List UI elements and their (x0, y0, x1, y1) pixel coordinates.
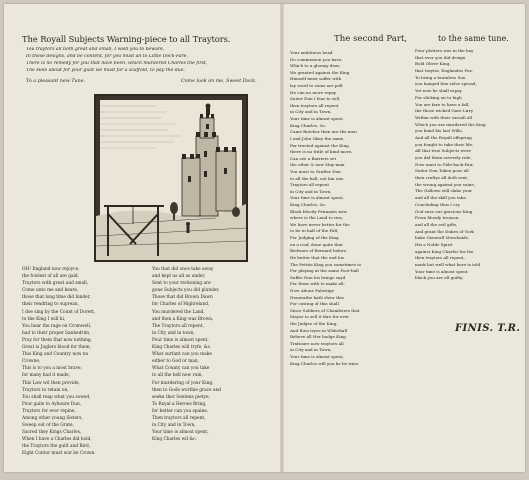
verse-line: Himself must suffer with (290, 76, 342, 82)
verse-line: Then traytors all repent, (152, 415, 206, 421)
verse-line: that traytor, Englandes Fox, (415, 68, 474, 74)
verse-line: in City and in town, (152, 330, 195, 336)
verse-line: Now Adone Palestige (290, 287, 335, 293)
verse-line: Sent to your reckoning are (152, 281, 211, 287)
verse-line: Among other young Sisters, (22, 415, 83, 421)
verse-line: You hear the rage on Cromwell, (22, 323, 92, 329)
tune-alternate: Come look on me, Sweet Dock. (181, 79, 257, 84)
tune-name: To a pleasant new Tune. (26, 79, 86, 84)
verse-line: for better can you spaine, (152, 408, 209, 414)
verse-line: King Charles will tryfe, &c. (152, 345, 212, 351)
verse-line: What surfant can you make (152, 352, 212, 358)
second-part-tune: to the same tune. (438, 34, 509, 43)
verse-line: To bring a brainless Son (415, 74, 466, 80)
verse-line: For them with to make all, (290, 281, 345, 287)
verse-line: The Pettite King you sometimes to (290, 261, 362, 267)
verse-line: to all the hall, not kin one (290, 175, 344, 181)
verse-line: The Traytors all repent, (152, 323, 204, 329)
verse-line: to the King I will hi, (22, 316, 66, 322)
verse-line: Far trusted against the King (290, 142, 349, 148)
verse-line: Sacred they Kings Charles, (22, 430, 82, 436)
verse-line: Pour time is almost spent, (152, 337, 209, 343)
verse-line: Neuerathe hath shew this (290, 294, 344, 300)
tune-line (26, 79, 257, 84)
verse-line: in City and in Town, (290, 188, 332, 194)
verse-line: then traytors all repent (290, 102, 339, 108)
subtitle-line: Tou traytors all both great and small, I wish you to beware, (26, 47, 165, 52)
right-page (284, 4, 525, 472)
subtitle-line: In these designs, and be content, for you must all to Little Dock-Fare, (26, 54, 188, 59)
verse-line: black you are all guilty. (415, 275, 464, 281)
verse-line: had to their proper Sanhedrim, (22, 330, 91, 336)
verse-line: Traytors to retain on, (22, 387, 69, 393)
verse-line: His a Noble Spirit (415, 241, 453, 247)
verse-line: God save our gracious King (415, 208, 473, 214)
verse-line: Bedwars of Bernard before (290, 248, 347, 254)
verse-line: Yet now he shall repay (415, 88, 462, 94)
verse-line: Which to a gloomy dear, (290, 63, 341, 69)
verse-line: Concluding thus I cry (415, 201, 460, 207)
verse-line: King Charles wil &c. (152, 437, 198, 443)
verse-line: then craftys all doth rent, (415, 175, 469, 181)
broadside-sheet (4, 4, 525, 472)
verse-line: King Charles, &c. (290, 122, 327, 128)
verse-line: Traitoure now traytors all (290, 340, 344, 346)
verse-line: the Judges of the King, (290, 320, 338, 326)
verse-line: Do commission you have, (290, 56, 343, 62)
verse-line: Can see a Barriers set (290, 155, 337, 161)
verse-line: the wrong against you vaine, (415, 181, 476, 187)
verse-line: for Charles of Highreland, (152, 302, 210, 308)
verse-line: You are fare to have a fall, (415, 101, 470, 107)
verse-line: You must to Grafter Dun (290, 168, 341, 174)
verse-line: Bold Oliver King, (415, 61, 451, 67)
verse-line: Your time is almost spent (415, 268, 468, 274)
verse-line: And all the Royall offspring (415, 134, 472, 140)
verse-line: and then a King was Brown, (152, 316, 214, 322)
verse-line: Traytors all repent (290, 182, 329, 188)
verse-line: Black bloody Pennants now, (290, 208, 348, 214)
verse-line: We granted against the King (290, 69, 350, 75)
woodcut-gallows-castle-image (96, 96, 246, 260)
verse-line: Great is Juglers blood for them, (22, 345, 91, 351)
verse-column-right (415, 48, 486, 282)
verse-line: Traytors for ever repine, (22, 408, 76, 414)
verse-line: the fowlest of all are gald, (22, 274, 80, 280)
verse-line: the those wicked Gare Lirry (415, 108, 474, 114)
verse-line: in City and in Town, (152, 423, 196, 429)
subtitle-line: The Hole about for your guilt we must for a scaffold, to pay the due. (26, 68, 185, 73)
verse-line: Within with their vassall all (415, 114, 473, 120)
verse-line: in City and in Town, (290, 347, 332, 353)
verse-line: buke Generall Monckside, (415, 235, 470, 241)
verse-line: Which you are murdered the King (415, 121, 486, 127)
verse-line: Suffre Dun his brings sayd (290, 274, 346, 280)
verse-line: mark but well what here is told (415, 262, 481, 267)
verse-line: Pour guile to Ayhoure Dun, (22, 401, 82, 407)
verse-line: Come unto me and heare, (22, 288, 79, 294)
verse-line: and kept us all as under, (152, 274, 206, 280)
verse-line: For playing at the same Foot-ball (290, 268, 359, 274)
verse-line: their rendring to suprean, (22, 302, 79, 308)
verse-line: Pour plotters was in the hay (415, 48, 474, 53)
verse-line: in City and in Town, (290, 109, 332, 115)
subtitle-line: There is no remedy for you that have been, which murdered Charles the first, (26, 61, 208, 66)
verse-line: This King and Country now no (22, 352, 89, 358)
verse-line: Now must to Pide-back-Fair, (415, 161, 474, 167)
verse-line: For murdering of your King, (152, 380, 214, 386)
verse-line: Your ambitious head (290, 50, 333, 55)
verse-line: to all the bell now ruin, (152, 373, 203, 379)
verse-line: Since Soldiers of Chamberes that (290, 307, 360, 313)
verse-column-left (290, 50, 361, 367)
verse-line: King Charles, &c. (290, 202, 327, 208)
verse-line: Tou shall reap what you sowed, (22, 394, 91, 400)
verse-line: to be in half of the Fall, (290, 228, 339, 234)
verse-line: Believe all Her hadge King (290, 334, 346, 340)
verse-line: Suitor Dun I fear to sell, (290, 96, 341, 102)
verse-line: To Royal a Heroes Bring, (152, 401, 207, 407)
verse-line: I doe sing by the Count of Dorett, (22, 309, 96, 315)
verse-line: Eight Contor must war be Crown. (22, 451, 96, 457)
verse-line: then traytors all repent, (415, 255, 465, 261)
verse-line: And grant the Dukes of York (415, 228, 474, 234)
verse-line: and all the skill you take. (415, 195, 468, 201)
verse-line: you hand his last Wills, (415, 128, 463, 134)
verse-line: When I have a Charles did hold, (22, 437, 92, 443)
ballad-title: The Royall Subjects Warning-piece to all Traytors. (22, 34, 231, 44)
verse-line: then to Gods worthie grace and (152, 387, 222, 393)
verse-line: you hanged him selve spread, (415, 81, 477, 87)
verse-line: For casting of this shall (290, 301, 339, 307)
verse-line: Your time is almost spent, (290, 195, 344, 201)
verse-line: you fought to take their life, (415, 141, 474, 147)
verse-line: This Law wil then provide, (22, 380, 80, 386)
verse-column-left (22, 266, 96, 458)
verse-line: The Gallows will slake your (415, 188, 472, 194)
verse-line: Mayor to sell it thro for ever (290, 314, 350, 320)
verse-line: Your time is almost spent, (152, 430, 209, 436)
woodcut-illustration (94, 94, 248, 262)
verse-line: those that long time did hinder, (22, 295, 91, 301)
verse-line: Came Butcher then are the men (290, 129, 357, 135)
verse-line: Pray for them that now nothing, (22, 337, 93, 343)
verse-line: on a roof, done quite that (290, 241, 343, 247)
verse-line: You murdered the Land, (152, 309, 205, 315)
verse-line: King Charles will you be be wine. (290, 360, 360, 366)
finis-mark: FINIS. T.R. (455, 323, 521, 334)
verse-line: against King Charles his foe (415, 248, 474, 254)
verse-line: He can no more repay (290, 89, 337, 95)
verse-line: Crowne, (22, 359, 41, 365)
verse-line: OH! England now rejoyce, (22, 267, 80, 272)
verse-line: He better that the end his (290, 254, 345, 260)
verse-line: there is no tittle of kind more, (290, 149, 353, 155)
verse-line: You that did once take away (152, 267, 214, 272)
verse-line: for many had it made, (22, 373, 71, 379)
verse-line: From bloody treason, (415, 215, 460, 221)
verse-line: you did them severely rule, (415, 155, 472, 160)
verse-line: This is to you a most brave, (22, 366, 82, 372)
verse-line: either to God or man, (152, 359, 199, 365)
verse-line: For slicking on to high (415, 94, 462, 100)
verse-line: We have never better for the (290, 221, 350, 227)
verse-line: What County can you take (152, 366, 210, 372)
verse-column-right (152, 266, 221, 443)
second-part-title (334, 34, 509, 44)
verse-line: seeke ther Sentens pietye, (152, 394, 210, 400)
left-page (4, 4, 280, 472)
verse-line: where is the Land to rise, (290, 215, 344, 221)
verse-line: lay word to some are pell (290, 83, 343, 89)
second-part-heading: The second Part, (334, 34, 408, 44)
verse-line: Traytors with great and small, (22, 281, 89, 287)
verse-line: and all the evil gifts, (415, 221, 458, 227)
verse-line: Your time is almost spent, (290, 354, 344, 360)
verse-line: Sweep out of the Grate, (22, 423, 74, 429)
verse-line: Those that did Brown Dawn (152, 295, 213, 301)
verse-line: All that true Subjects were (415, 148, 471, 154)
verse-line: Your time is almost spent, (290, 116, 344, 122)
verse-line: the other & now May-man (290, 162, 345, 168)
verse-line: For Judging of the King (290, 235, 339, 241)
verse-line: the Traytors the guilt and Bird, (22, 444, 91, 450)
verse-line: I and John Okey the same, (290, 135, 345, 141)
verse-line: that ever you did design (415, 54, 466, 60)
verse-line: And then tryes in Whitehall (290, 327, 348, 333)
verse-line: gone Subjects you did plunder, (152, 288, 220, 294)
verse-line: Suitor Dun Taken pour all (415, 168, 469, 174)
